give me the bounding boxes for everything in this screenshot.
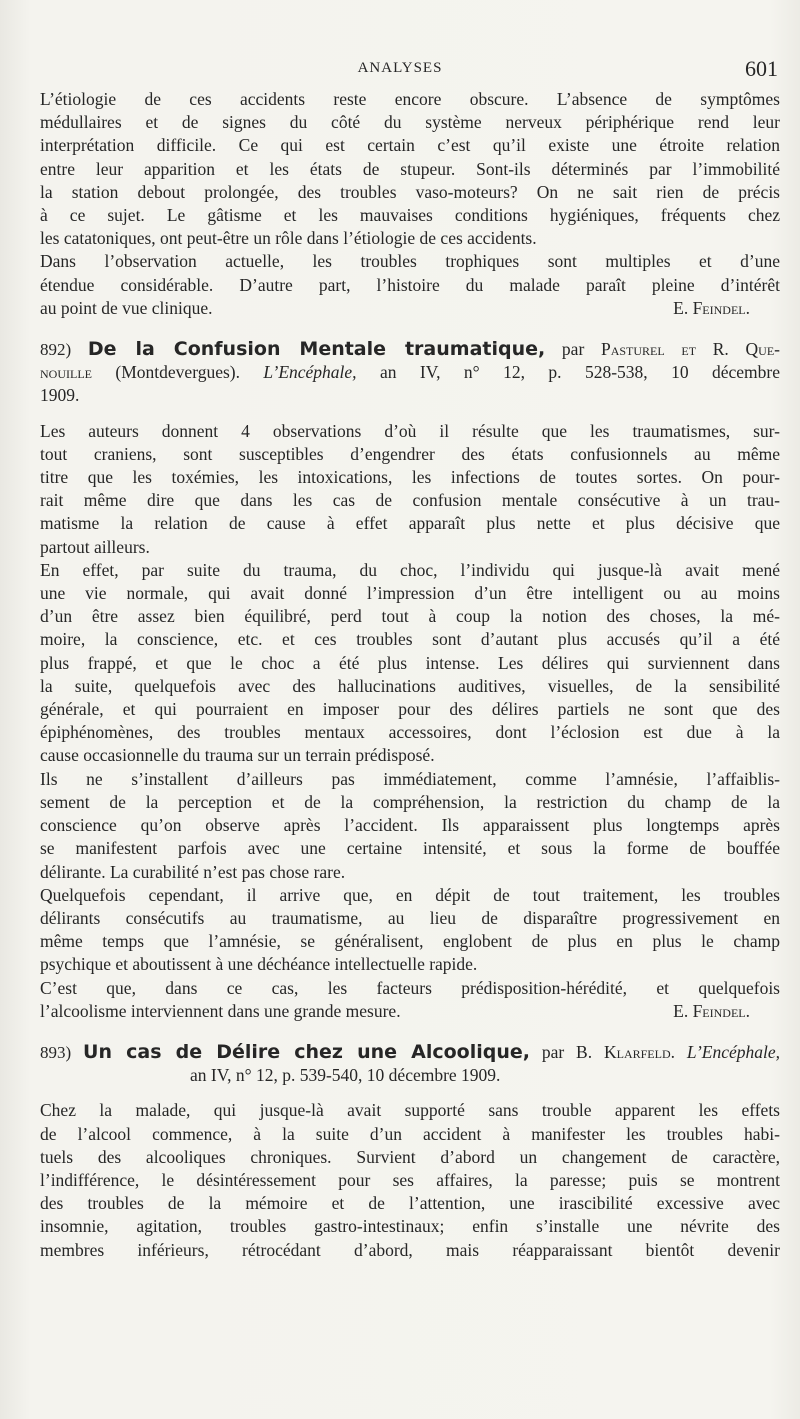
text-line: une vie normale, qui avait donné l’impression d’un être intelligent ou au moins xyxy=(40,583,780,604)
text-line: sement de la perception et de la compréhension, la restriction du champ de la xyxy=(40,791,780,812)
author-signature: E. Feindel. xyxy=(673,1000,750,1021)
text-line: l’alcoolisme interviennent dans une grande mesure. E. Feindel. xyxy=(40,1000,780,1023)
text-line: Les auteurs donnent 4 observations d’où il résulte que les traumatismes, sur- xyxy=(40,420,780,441)
entry-authors: Pasturel et R. Que- xyxy=(600,339,780,360)
text-line: médullaires et de signes du côté du système nerveux périphérique rend leur xyxy=(40,112,780,133)
text-line: L’étiologie de ces accidents reste encore obscure. L’absence de symptômes xyxy=(40,89,780,109)
text-line: à ce sujet. Le gâtisme et les mauvaises conditions hygiéniques, fréquents chez xyxy=(40,205,780,226)
entry-title: Un cas de Délire chez une Alcoolique, xyxy=(83,1040,530,1063)
page-header xyxy=(0,56,800,86)
abstract-entry-892 xyxy=(40,338,780,1023)
text-line: même temps que l’amnésie, se généralisent, englobent de plus en plus le champ xyxy=(40,931,780,952)
text-line: d’un être assez bien équilibré, perd tout à coup la notion des choses, la mé- xyxy=(40,606,780,627)
entry-heading: 893) Un cas de Délire chez une Alcoolique, par B. Klarfeld. L’Encéphale, an IV, n° 12, p. 539-540, 10 décembre 1909. xyxy=(40,1040,781,1086)
entry-authors: Klarfeld. xyxy=(603,1041,675,1062)
text-line: délirante. La curabilité n’est pas chose rare. xyxy=(40,861,346,882)
text-line: plus frappé, et que le choc a été plus intense. Les délires qui surviennent dans xyxy=(40,652,780,673)
text-line: titre que les toxémies, les intoxications, les infections de toutes sortes. On pour- xyxy=(40,467,780,488)
text-line: délirants consécutifs au traumatisme, au lieu de disparaître progressivement en xyxy=(40,907,780,928)
entry-paragraph xyxy=(40,977,780,1023)
journal-name: L’Encéphale, xyxy=(675,1041,781,1062)
text-line: se manifestent parfois avec une certaine intensité, et sous la forme de bouffée xyxy=(40,838,780,859)
entry-title: De la Confusion Mentale traumatique, xyxy=(87,338,546,361)
entry-paragraph xyxy=(40,884,780,977)
paragraph-etiology xyxy=(40,88,780,250)
abstract-entry-893 xyxy=(40,1041,780,1262)
journal-name: L’Encéphale, xyxy=(263,362,357,383)
text-line: Chez la malade, qui jusque-là avait supporté sans trouble apparent les effets xyxy=(40,1100,780,1121)
entry-paragraph xyxy=(40,559,780,768)
text-line: matisme la relation de cause à effet apparaît plus nette et plus décisive que xyxy=(40,513,780,534)
text-line: Quelquefois cependant, il arrive que, en dépit de tout traitement, les troubles xyxy=(40,884,780,905)
page-number: 601 xyxy=(745,56,778,81)
paragraph-observation xyxy=(40,250,780,320)
entry-paragraph xyxy=(40,768,780,884)
text-line: étendue considérable. D’autre part, l’histoire du malade paraît pleine d’intérêt xyxy=(40,274,780,295)
text-line: C’est que, dans ce cas, les facteurs prédisposition-hérédité, et quelquefois xyxy=(40,977,780,998)
text-line: moire, la conscience, etc. et ces troubles sont d’autant plus accusés qu’il a été xyxy=(40,629,780,650)
text-line: insomnie, agitation, troubles gastro-intestinaux; enfin s’installe une névrite des xyxy=(40,1216,780,1237)
text-line: Ils ne s’installent d’ailleurs pas immédiatement, comme l’amnésie, l’affaiblis- xyxy=(40,768,780,789)
author-signature: E. Feindel. xyxy=(673,297,750,318)
text-line: cause occasionnelle du trauma sur un terrain prédisposé. xyxy=(40,745,435,766)
text-line: membres inférieurs, rétrocédant d’abord, mais réapparaissant bientôt devenir xyxy=(40,1239,780,1260)
text-line: la station debout prolongée, des troubles vaso-moteurs? On ne sait rien de précis xyxy=(40,181,780,202)
entry-heading: 892) De la Confusion Mentale traumatique, par Pasturel et R. Que- nouille (Montdevergues). L’Encéphale, an IV, n° 12, p. 528-538, 10 décembre 1909. xyxy=(40,338,781,406)
text-line: épiphénomènes, des troubles mentaux accessoires, dont l’éclosion est due à la xyxy=(40,722,780,743)
text-line: Dans l’observation actuelle, les troubles trophiques sont multiples et d’une xyxy=(40,251,780,272)
text-line: l’indifférence, le désintéressement pour ses affaires, la paresse; puis se montrent xyxy=(40,1169,780,1190)
entry-number: 893) xyxy=(40,1042,72,1062)
text-line: psychique et aboutissent à une déchéance intellectuelle rapide. xyxy=(40,954,478,975)
text-line: rait même dire que dans les cas de confusion mentale consécutive à un trau- xyxy=(40,490,780,511)
text-line: les catatoniques, ont peut-être un rôle dans l’étiologie de ces accidents. xyxy=(40,228,537,249)
text-line: partout ailleurs. xyxy=(40,536,150,557)
entry-number: 892) xyxy=(40,340,72,360)
text-line: des troubles de la mémoire et de l’attention, une irascibilité excessive avec xyxy=(40,1193,780,1214)
text-line: au point de vue clinique. E. Feindel. xyxy=(40,297,780,320)
text-line: interprétation difficile. Ce qui est certain c’est qu’il existe une étroite relation xyxy=(40,135,780,156)
text-line: de l’alcool commence, à la suite d’un accident à manifester les troubles habi- xyxy=(40,1123,780,1144)
text-line: entre leur apparition et les états de stupeur. Sont-ils déterminés par l’immobilité xyxy=(40,158,780,179)
entry-paragraph xyxy=(40,1099,780,1261)
text-line: la suite, quelquefois avec des hallucinations auditives, visuelles, de la sensibilité xyxy=(40,675,780,696)
text-line: tout craniens, sont susceptibles d’engendrer des états confusionnels au même xyxy=(40,443,780,464)
page-body xyxy=(40,88,780,1262)
text-line: En effet, par suite du trauma, du choc, l’individu qui jusque-là avait mené xyxy=(40,559,780,580)
text-line: générale, et qui pourraient en imposer pour des délires partiels ne sont que des xyxy=(40,699,780,720)
entry-paragraph xyxy=(40,420,780,559)
text-line: tuels des alcooliques chroniques. Survient d’abord un changement de caractère, xyxy=(40,1146,780,1167)
text-line: conscience qu’on observe après l’accident. Ils apparaissent plus longtemps après xyxy=(40,815,780,836)
running-head: ANALYSES xyxy=(357,60,443,76)
